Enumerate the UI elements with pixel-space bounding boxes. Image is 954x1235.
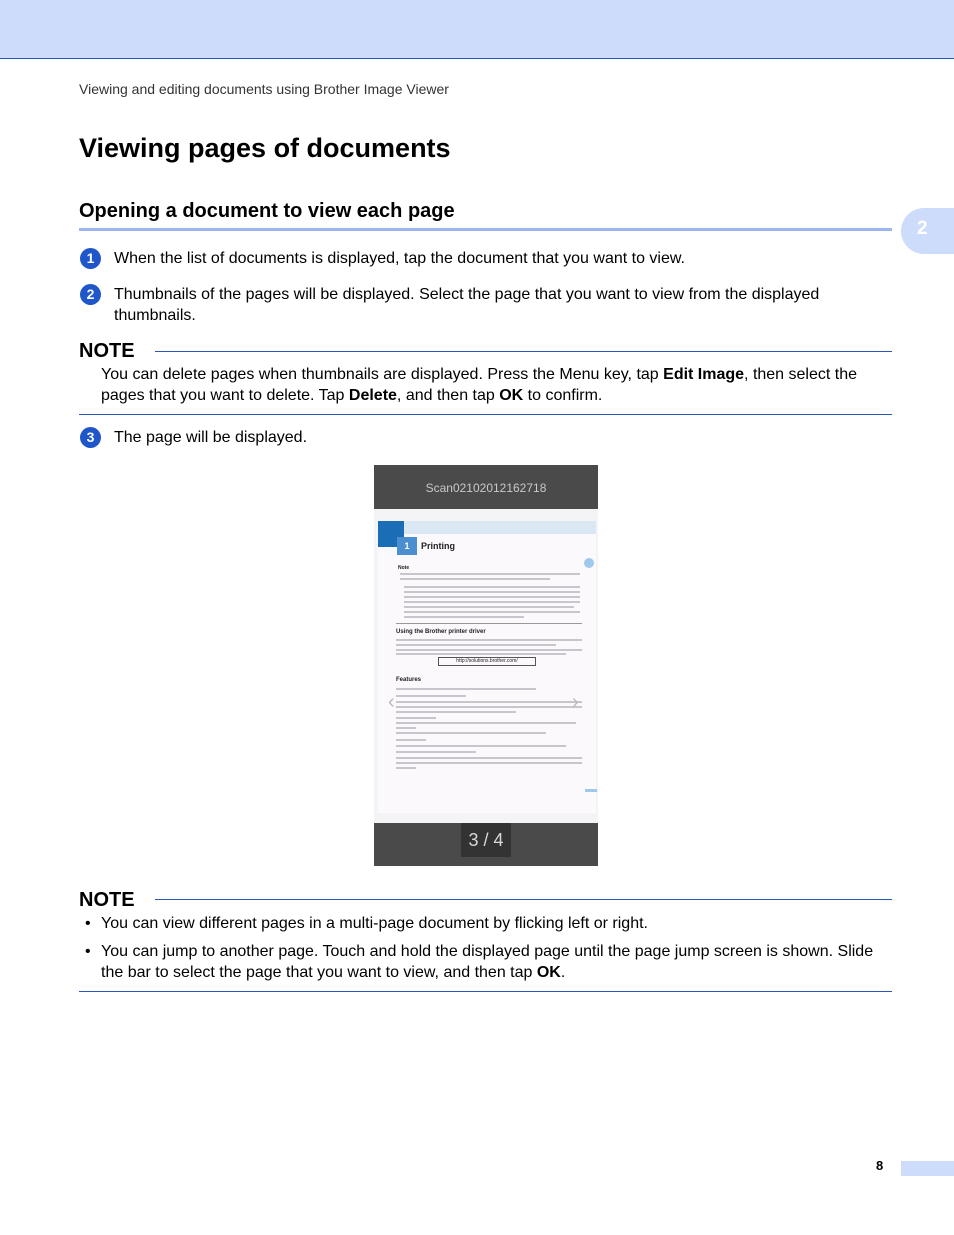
doc-text-line [404,591,580,593]
document-file-name: Scan02102012162718 [374,465,598,509]
doc-subhead-features: Features [396,677,422,683]
doc-header-band [378,521,596,534]
doc-divider [396,623,582,624]
note-label-2: NOTE [79,889,135,911]
doc-text-line [396,757,582,759]
scanned-document-page [378,521,596,813]
phone-screenshot [374,465,598,866]
page-counter: 3 / 4 [461,823,511,857]
running-header: Viewing and editing documents using Brother Image Viewer [79,81,449,97]
chapter-number: 2 [917,218,928,239]
doc-text-line [396,688,536,690]
doc-text-line [396,653,566,655]
note-bullet-2-text: You can jump to another page. Touch and hold the displayed page until the page jump screen is shown. Slide the bar to select the page that you want to view, and then tap OK. [101,943,874,981]
note-bottom-rule-2 [79,991,892,992]
bullet-dot: • [85,943,91,960]
doc-text-line [396,695,466,697]
step-number-2: 2 [80,284,101,305]
doc-text-line [404,596,580,598]
doc-text-line [400,573,580,575]
section-title-rule [79,228,892,231]
doc-text-line [396,706,582,708]
doc-text-line [396,745,566,747]
doc-text-line [396,711,516,713]
displayed-page[interactable] [374,509,598,823]
doc-tab-marker [584,558,594,568]
note-bullet-1-text: You can view different pages in a multi-page document by flicking left or right. [101,915,648,932]
doc-chapter-title: Printing [421,541,455,551]
step-text-1: When the list of documents is displayed, tap the document that you want to view. [114,250,685,267]
doc-url-box: http://solutions.brother.com/ [438,657,536,666]
doc-subhead-driver: Using the Brother printer driver [396,629,486,635]
doc-text-line [404,616,524,618]
step-text-2: Thumbnails of the pages will be displayed. Select the page that you want to view from the displayed thumbnails. [114,286,820,324]
edit-image-term: Edit Image [663,366,745,383]
doc-text-line [404,586,580,588]
doc-text-line [396,644,556,646]
doc-note-head: Note [398,565,410,571]
section-title: Opening a document to view each page [79,200,455,222]
step-number-3: 3 [80,427,101,448]
doc-text-line [404,601,580,603]
doc-text-line [396,732,546,734]
page-number: 8 [876,1158,884,1173]
delete-term: Delete [348,387,397,404]
doc-text-line [396,767,416,769]
chapter-tab [901,208,954,254]
doc-footer-tab [585,789,597,792]
page-title: Viewing pages of documents [79,133,451,163]
doc-text-line [404,611,580,613]
step-number-1: 1 [80,248,101,269]
step-text-3: The page will be displayed. [114,429,308,446]
chevron-left-icon[interactable]: ‹ [388,691,395,713]
doc-text-line [396,722,576,724]
doc-text-line [396,727,416,729]
ok-term: OK [499,387,524,404]
doc-chapter-number: 1 [397,537,417,555]
doc-text-line [396,762,582,764]
phone-bottom-bar [374,823,598,866]
top-banner [0,0,954,59]
page-number-tab [901,1161,954,1176]
doc-text-line [396,639,582,641]
note-label-1: NOTE [79,340,135,362]
ok-term: OK [536,964,561,981]
note-rule-1 [155,351,892,352]
doc-text-line [404,606,574,608]
bullet-dot: • [85,915,91,932]
doc-text-line [400,578,550,580]
doc-text-line [396,739,426,741]
doc-text-line [396,649,582,651]
note-body-1: You can delete pages when thumbnails are displayed. Press the Menu key, tap Edit Image, then select the pages that you want to delete. Tap Delete, and then tap OK to confirm. [101,366,858,404]
doc-text-line [396,717,436,719]
doc-text-line [396,751,476,753]
note-rule-2 [155,899,892,900]
doc-text-line [396,701,582,703]
chevron-right-icon[interactable]: › [572,691,579,713]
note-bottom-rule-1 [79,414,892,415]
